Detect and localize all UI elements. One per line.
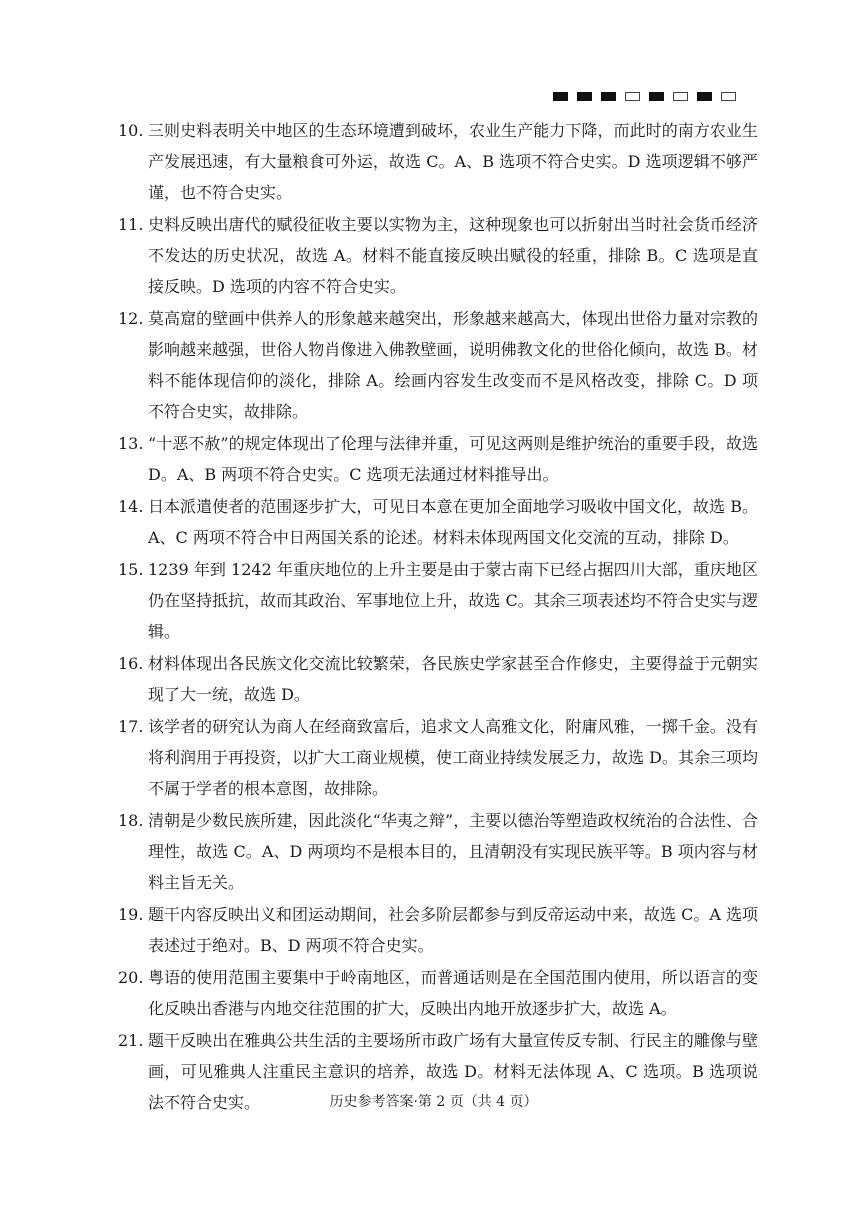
answer-number: 10.: [118, 121, 144, 140]
answer-number: 13.: [118, 434, 144, 453]
answer-text: 史料反映出唐代的赋役征收主要以实物为主，这种现象也可以折射出当时社会货币经济不发达的历史状况，故选 A。材料不能直接反映出赋役的轻重，排除 B。C 选项是直接反映。D 选项的内容不符合史实。: [148, 215, 758, 296]
answer-item: [118, 648, 758, 710]
header-mark-filled: [553, 92, 568, 101]
header-mark-filled: [649, 92, 664, 101]
answer-text: 三则史料表明关中地区的生态环境遭到破坏，农业生产能力下降，而此时的南方农业生产发展迅速，有大量粮食可外运，故选 C。A、B 选项不符合史实。D 选项逻辑不够严谨，也不符合史实。: [148, 121, 758, 202]
answer-item: [118, 303, 758, 427]
answer-text: 该学者的研究认为商人在经商致富后，追求文人高雅文化，附庸风雅，一掷千金。没有将利润用于再投资，以扩大工商业规模，使工商业持续发展乏力，故选 D。其余三项均不属于学者的根本意图，故排除。: [148, 717, 758, 798]
header-mark-filled: [577, 92, 592, 101]
header-mark-filled: [697, 92, 712, 101]
header-mark-empty: [721, 92, 736, 101]
answer-text: 题干反映出在雅典公共生活的主要场所市政广场有大量宣传反专制、行民主的雕像与壁画，可见雅典人注重民主意识的培养，故选 D。材料无法体现 A、C 选项。B 选项说法不符合史实。: [148, 1031, 758, 1112]
answer-number: 21.: [118, 1031, 144, 1050]
page-footer: 历史参考答案·第 2 页（共 4 页）: [329, 1094, 538, 1110]
answer-number: 12.: [118, 309, 144, 328]
answer-number: 17.: [118, 717, 144, 736]
answer-number: 19.: [118, 905, 144, 924]
answer-number: 14.: [118, 497, 144, 516]
answer-text: 清朝是少数民族所建，因此淡化“华夷之辩”，主要以德治等塑造政权统治的合法性、合理性，故选 C。A、D 两项均不是根本目的，且清朝没有实现民族平等。B 项内容与材料主旨无关。: [148, 811, 758, 892]
answer-text: 日本派遣使者的范围逐步扩大，可见日本意在更加全面地学习吸收中国文化，故选 B。A、C 两项不符合中日两国关系的论述。材料未体现两国文化交流的互动，排除 D。: [148, 497, 758, 547]
answer-text: 材料体现出各民族文化交流比较繁荣，各民族史学家甚至合作修史，主要得益于元朝实现了大一统，故选 D。: [148, 654, 758, 704]
header-marks: [553, 92, 736, 101]
answer-item: [118, 209, 758, 302]
answer-number: 20.: [118, 968, 144, 987]
answer-item: [118, 428, 758, 490]
answer-text: 粤语的使用范围主要集中于岭南地区，而普通话则是在全国范围内使用，所以语言的变化反映出香港与内地交往范围的扩大，反映出内地开放逐步扩大，故选 A。: [148, 968, 758, 1018]
answer-text: 1239 年到 1242 年重庆地位的上升主要是由于蒙古南下已经占据四川大部，重庆地区仍在坚持抵抗，故而其政治、军事地位上升，故选 C。其余三项表述均不符合史实与逻辑。: [148, 560, 758, 641]
answer-number: 18.: [118, 811, 144, 830]
answer-number: 11.: [118, 215, 144, 234]
answer-item: [118, 899, 758, 961]
answer-item: [118, 491, 758, 553]
answer-list: [118, 115, 758, 1119]
answer-item: [118, 554, 758, 647]
answer-text: 莫高窟的壁画中供养人的形象越来越突出，形象越来越高大，体现出世俗力量对宗教的影响越来越强，世俗人物肖像进入佛教壁画，说明佛教文化的世俗化倾向，故选 B。材料不能体现信仰的淡化，排除 A。绘画内容发生改变而不是风格改变，排除 C。D 项不符合史实，故排除。: [148, 309, 758, 421]
answer-number: 15.: [118, 560, 144, 579]
header-mark-filled: [601, 92, 616, 101]
header-mark-empty: [673, 92, 688, 101]
answer-item: [118, 962, 758, 1024]
answer-item: [118, 805, 758, 898]
answer-number: 16.: [118, 654, 144, 673]
header-mark-empty: [625, 92, 640, 101]
answer-item: [118, 711, 758, 804]
answer-text: “十恶不赦”的规定体现出了伦理与法律并重，可见这两则是维护统治的重要手段，故选 D。A、B 两项不符合史实。C 选项无法通过材料推导出。: [148, 434, 758, 484]
answer-text: 题干内容反映出义和团运动期间，社会多阶层都参与到反帝运动中来，故选 C。A 选项表述过于绝对。B、D 两项不符合史实。: [148, 905, 758, 955]
answer-item: [118, 115, 758, 208]
